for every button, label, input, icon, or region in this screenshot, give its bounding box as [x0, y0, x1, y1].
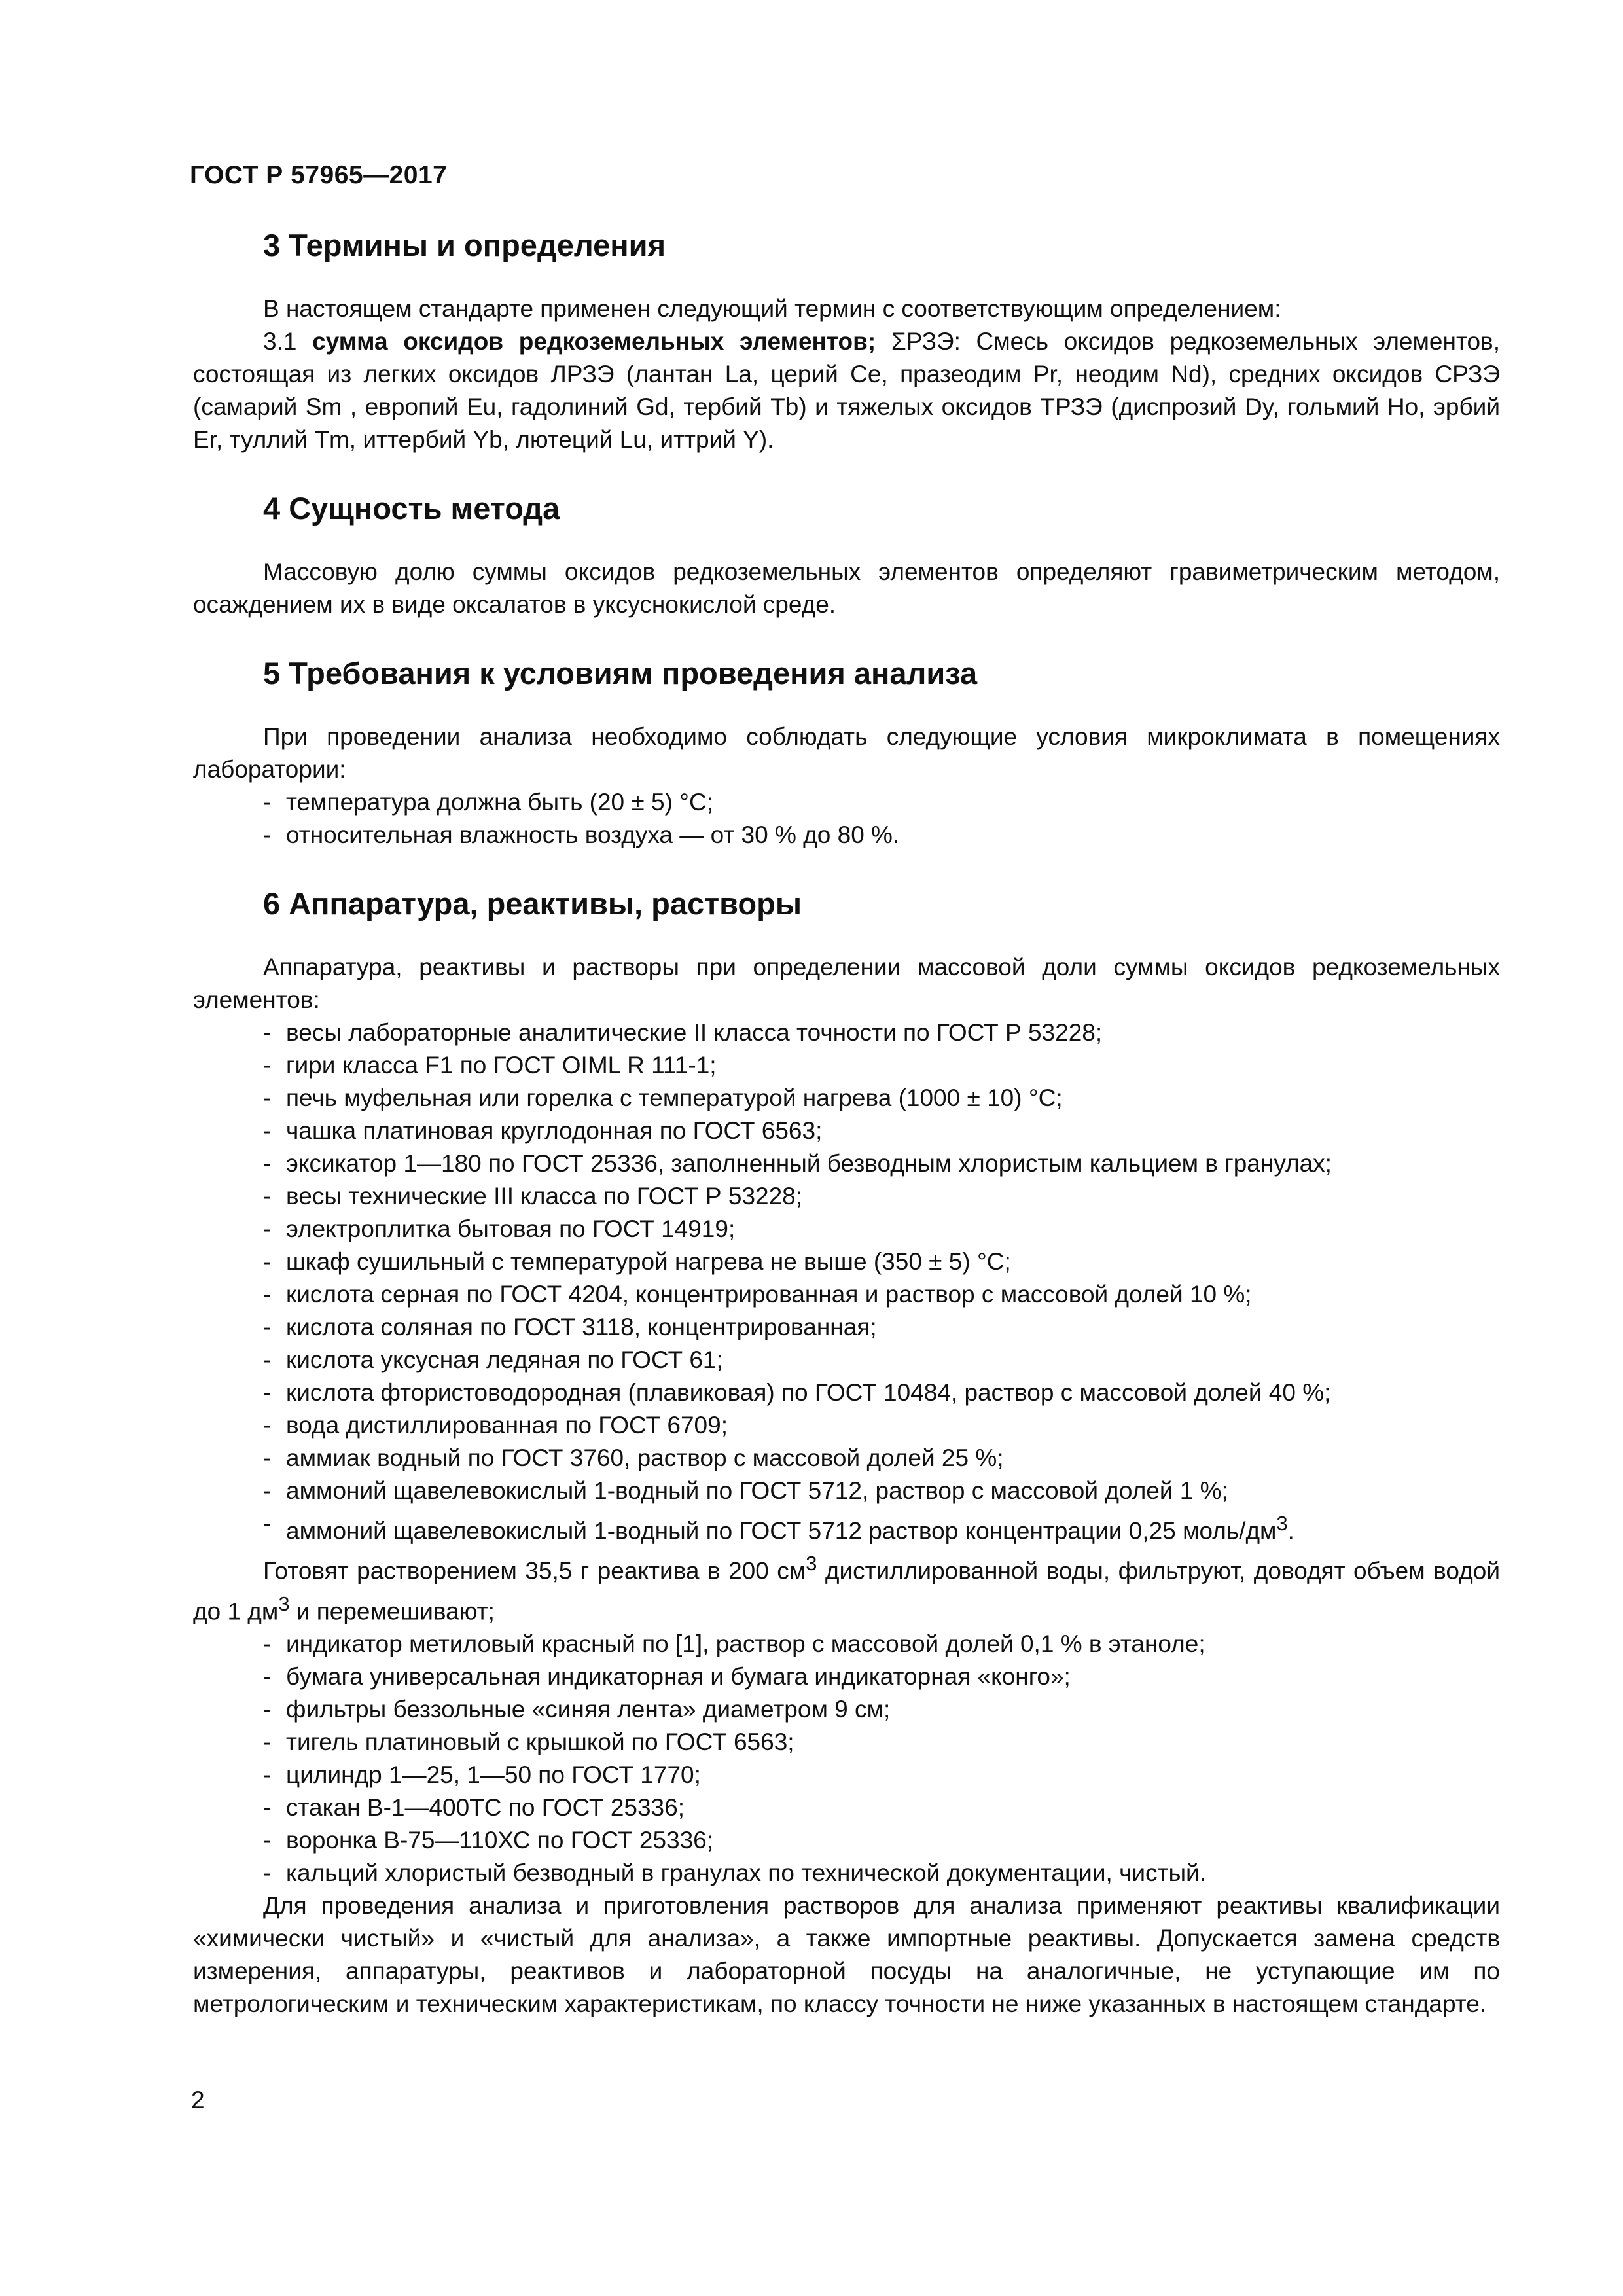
list-item: - весы лабораторные аналитические II класса точности по ГОСТ Р 53228; [263, 1016, 1500, 1049]
page-header: ГОСТ Р 57965—2017 [190, 161, 448, 189]
list-item: - кислота фтористоводородная (плавиковая) по ГОСТ 10484, раствор с массовой долей 40 %; [263, 1376, 1500, 1409]
list-item: - аммоний щавелевокислый 1-водный по ГОСТ 5712, раствор с массовой долей 1 %; [263, 1475, 1500, 1507]
list-item: - печь муфельная или горелка с температурой нагрева (1000 ± 10) °C; [263, 1082, 1500, 1115]
preparation-text [193, 1547, 1500, 1628]
list-item: - стакан В-1—400ТС по ГОСТ 25336; [263, 1791, 1500, 1824]
section-6 [193, 884, 1500, 2020]
text-run: Готовят растворением 35,5 г реактива в 200 см [263, 1557, 806, 1585]
section-5-title: 5 Требования к условиям проведения анализа [263, 656, 978, 691]
definition-term: сумма оксидов редкоземельных элементов; [312, 328, 876, 355]
definition-text: ΣРЗЭ: Смесь оксидов редкоземельных элементов, состоящая из легких оксидов ЛРЗЭ (лантан La, церий Се, празеодим Pr, неодим Nd), средних оксидов СРЗЭ (самарий Sm , европий Eu, гадолиний Gd, тербий Tb) и тяжелых оксидов ТРЗЭ (диспрозий Dy, гольмий Но, эрбий Er, туллий Tm, иттербий Yb, лютеций Lu, иттрий Y). [193, 328, 1500, 453]
list-item: - электроплитка бытовая по ГОСТ 14919; [263, 1213, 1500, 1246]
list-item [263, 1507, 1500, 1547]
superscript: 3 [806, 1552, 817, 1575]
page-number: 2 [191, 2087, 205, 2113]
superscript: 3 [1276, 1512, 1288, 1535]
section-3-intro: В настоящем стандарте применен следующий термин с соответствующим определением: [263, 295, 1281, 322]
text-run: дистиллированной воды, фильтруют, доводят объем водой до 1 дм [193, 1557, 1500, 1624]
list-item: - чашка платиновая круглодонная по ГОСТ 6563; [263, 1115, 1500, 1147]
list-item: - относительная влажность воздуха — от 30 % до 80 %. [263, 819, 1500, 852]
list-item: - гири класса F1 по ГОСТ OIML R 111-1; [263, 1049, 1500, 1082]
materials-list [193, 1628, 1500, 1890]
section-4 [193, 489, 1500, 621]
list-item: - весы технические III класса по ГОСТ Р 53228; [263, 1180, 1500, 1213]
list-item: - аммиак водный по ГОСТ 3760, раствор с массовой долей 25 %; [263, 1442, 1500, 1475]
superscript: 3 [278, 1592, 290, 1615]
apparatus-list [193, 1016, 1500, 1547]
closing-paragraph: Для проведения анализа и приготовления растворов для анализа применяют реактивы квалификации «химически чистый» и «чистый для анализа», а также импортные реактивы. Допускается замена средств измерения, аппаратуры, реактивов и лабораторной посуды на аналогичные, не уступающие им по метрологическим и техническим характеристикам, по классу точности не ниже указанных в настоящем стандарте. [193, 1892, 1500, 2017]
list-item: - вода дистиллированная по ГОСТ 6709; [263, 1409, 1500, 1442]
list-item-text: аммоний щавелевокислый 1-водный по ГОСТ 5712 раствор концентрации 0,25 моль/дм [286, 1517, 1277, 1545]
list-item: - бумага универсальная индикаторная и бумага индикаторная «конго»; [263, 1660, 1500, 1693]
list-item: - кислота соляная по ГОСТ 3118, концентрированная; [263, 1311, 1500, 1344]
section-4-title: 4 Сущность метода [263, 491, 560, 526]
section-5-text: При проведении анализа необходимо соблюдать следующие условия микроклимата в помещениях лаборатории: [193, 723, 1500, 783]
list-item: - кислота серная по ГОСТ 4204, концентрированная и раствор с массовой долей 10 %; [263, 1278, 1500, 1311]
list-item: - кальций хлористый безводный в гранулах по технической документации, чистый. [263, 1857, 1500, 1890]
list-item: - тигель платиновый с крышкой по ГОСТ 6563; [263, 1726, 1500, 1759]
list-item: - эксикатор 1—180 по ГОСТ 25336, заполненный безводным хлористым кальцием в гранулах; [263, 1147, 1500, 1180]
list-item: - шкаф сушильный с температурой нагрева не выше (350 ± 5) °C; [263, 1246, 1500, 1278]
text-run: и перемешивают; [289, 1597, 495, 1624]
list-item: - температура должна быть (20 ± 5) °C; [263, 786, 1500, 819]
section-3 [193, 226, 1500, 456]
section-3-title: 3 Термины и определения [263, 228, 666, 262]
section-6-title: 6 Аппаратура, реактивы, растворы [263, 886, 802, 921]
list-item: - воронка В-75—110ХС по ГОСТ 25336; [263, 1824, 1500, 1857]
section-4-text: Массовую долю суммы оксидов редкоземельных элементов определяют гравиметрическим методом, осаждением их в виде оксалатов в уксуснокислой среде. [193, 558, 1500, 618]
definition-3-1 [193, 325, 1500, 456]
list-item: - индикатор метиловый красный по [1], раствор с массовой долей 0,1 % в этаноле; [263, 1628, 1500, 1660]
list-item: - кислота уксусная ледяная по ГОСТ 61; [263, 1344, 1500, 1376]
page-content [193, 226, 1500, 2020]
list-item-text: . [1287, 1517, 1294, 1545]
list-item: - фильтры беззольные «синяя лента» диаметром 9 см; [263, 1693, 1500, 1726]
section-6-intro: Аппаратура, реактивы и растворы при определении массовой доли суммы оксидов редкоземельных элементов: [193, 954, 1500, 1013]
definition-number: 3.1 [263, 328, 313, 355]
conditions-list [193, 786, 1500, 852]
section-5 [193, 654, 1500, 852]
list-item: - цилиндр 1—25, 1—50 по ГОСТ 1770; [263, 1759, 1500, 1791]
